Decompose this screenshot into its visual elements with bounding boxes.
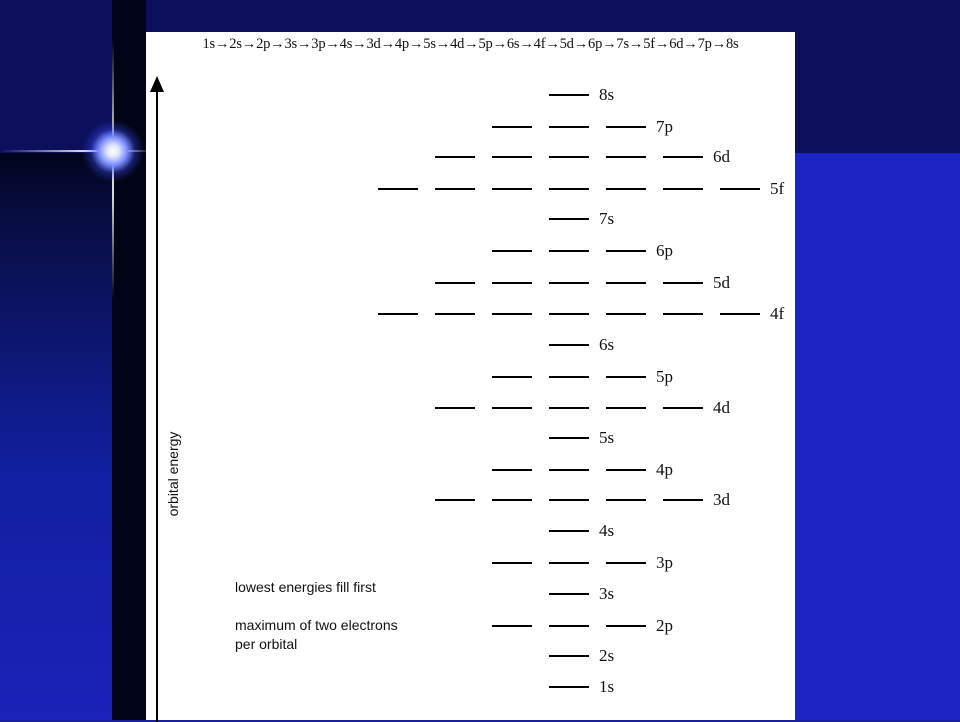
orbital-line-4d [663, 407, 703, 409]
orbital-line-3d [549, 499, 589, 501]
orbital-line-6d [492, 156, 532, 158]
orbital-line-6s [549, 344, 589, 346]
sublevel-label-1s: 1s [599, 677, 615, 696]
orbital-line-5p [606, 376, 646, 378]
energy-axis-arrow-icon [150, 76, 164, 92]
orbital-line-3d [435, 499, 475, 501]
orbital-line-5f [663, 188, 703, 190]
orbital-line-4s [549, 530, 589, 532]
sublevel-label-7p: 7p [656, 117, 673, 136]
orbital-line-8s [549, 94, 589, 96]
note-max-electrons-line2: per orbital [235, 636, 298, 652]
sublevel-label-5f: 5f [770, 179, 785, 198]
sublevel-label-4f: 4f [770, 304, 785, 323]
orbital-line-6p [549, 250, 589, 252]
orbital-line-5f [492, 188, 532, 190]
orbital-line-4d [492, 407, 532, 409]
sublevel-label-6d: 6d [713, 147, 730, 166]
sublevel-label-6s: 6s [599, 335, 615, 354]
orbital-line-5f [378, 188, 418, 190]
orbital-line-4d [435, 407, 475, 409]
orbital-line-6d [549, 156, 589, 158]
background-right [795, 153, 960, 720]
background-left [0, 153, 112, 720]
sublevel-label-7s: 7s [599, 209, 615, 228]
orbital-line-5f [435, 188, 475, 190]
sublevel-label-2s: 2s [599, 646, 615, 665]
orbital-line-4d [606, 407, 646, 409]
sublevel-label-5p: 5p [656, 367, 673, 386]
orbital-line-5p [492, 376, 532, 378]
orbital-line-4f [492, 313, 532, 315]
orbital-line-3d [663, 499, 703, 501]
orbital-line-5f [606, 188, 646, 190]
orbital-line-4d [549, 407, 589, 409]
orbital-line-7s [549, 218, 589, 220]
orbital-line-5f [720, 188, 760, 190]
sublevel-label-6p: 6p [656, 241, 673, 260]
sublevel-label-3p: 3p [656, 553, 673, 572]
orbital-line-6p [492, 250, 532, 252]
sublevel-label-3d: 3d [713, 490, 730, 509]
orbital-line-3d [606, 499, 646, 501]
orbital-line-1s [549, 686, 589, 688]
orbital-line-7p [549, 126, 589, 128]
sublevel-label-4p: 4p [656, 460, 673, 479]
orbital-line-4p [492, 469, 532, 471]
filling-sequence: 1s→2s→2p→3s→3p→4s→3d→4p→5s→4d→5p→6s→4f→5d→6p→7s→5f→6d→7p→8s [202, 36, 739, 52]
sublevel-label-4s: 4s [599, 521, 615, 540]
orbital-line-6p [606, 250, 646, 252]
orbital-line-4p [606, 469, 646, 471]
orbital-line-4f [378, 313, 418, 315]
orbital-line-4f [435, 313, 475, 315]
orbital-line-3s [549, 593, 589, 595]
orbital-line-7p [606, 126, 646, 128]
orbital-line-5d [492, 282, 532, 284]
orbital-line-5f [549, 188, 589, 190]
orbital-diagram [146, 32, 795, 720]
lens-flare-icon [82, 120, 144, 182]
orbital-line-3p [549, 562, 589, 564]
orbital-line-5s [549, 437, 589, 439]
orbital-line-2s [549, 655, 589, 657]
sublevel-label-4d: 4d [713, 398, 730, 417]
sublevel-label-5d: 5d [713, 273, 730, 292]
orbital-line-6d [435, 156, 475, 158]
orbital-line-5d [435, 282, 475, 284]
energy-axis [156, 82, 158, 722]
orbital-line-5p [549, 376, 589, 378]
orbital-line-5d [549, 282, 589, 284]
orbital-line-4p [549, 469, 589, 471]
orbital-line-2p [492, 625, 532, 627]
note-max-electrons-line1: maximum of two electrons [235, 617, 398, 633]
orbital-line-3d [492, 499, 532, 501]
orbital-line-5d [663, 282, 703, 284]
sublevel-label-2p: 2p [656, 616, 673, 635]
orbital-line-5d [606, 282, 646, 284]
orbital-line-6d [606, 156, 646, 158]
orbital-line-2p [549, 625, 589, 627]
sublevel-label-3s: 3s [599, 584, 615, 603]
background-left-band [112, 0, 146, 720]
orbital-line-6d [663, 156, 703, 158]
axis-label: orbital energy [165, 431, 181, 517]
orbital-line-3p [492, 562, 532, 564]
orbital-line-2p [606, 625, 646, 627]
orbital-line-4f [720, 313, 760, 315]
orbital-line-4f [549, 313, 589, 315]
note-fill-first: lowest energies fill first [235, 579, 376, 595]
orbital-line-4f [663, 313, 703, 315]
sublevel-label-8s: 8s [599, 85, 615, 104]
orbital-line-4f [606, 313, 646, 315]
orbital-line-7p [492, 126, 532, 128]
orbital-line-3p [606, 562, 646, 564]
sublevel-label-5s: 5s [599, 428, 615, 447]
